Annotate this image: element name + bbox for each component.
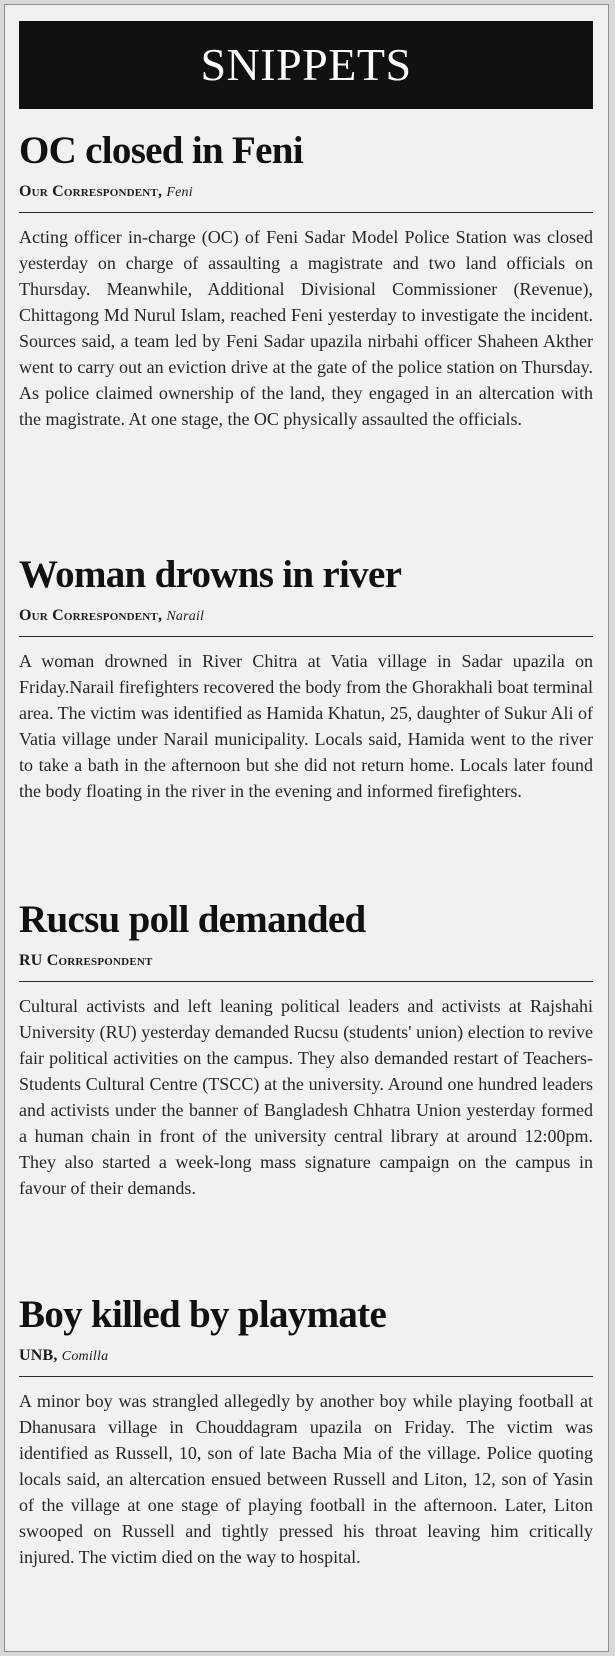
story-byline bbox=[19, 1347, 593, 1366]
byline-divider bbox=[19, 636, 593, 637]
byline-source: RU Correspondent bbox=[19, 952, 153, 969]
byline-source: Our Correspondent, bbox=[19, 183, 167, 200]
story-headline: Woman drowns in river bbox=[19, 553, 402, 596]
byline-divider bbox=[19, 1376, 593, 1377]
story-headline: Rucsu poll demanded bbox=[19, 898, 366, 941]
byline-place: Comilla bbox=[61, 1349, 109, 1364]
story-byline bbox=[19, 183, 593, 202]
byline-divider bbox=[19, 981, 593, 982]
story-body: Acting officer in-charge (OC) of Feni Sadar Model Police Station was closed yesterday on charge of assaulting a magistrate and two land officials on Thursday. Meanwhile, Additional Divisional Commissioner (Revenue), Chittagong Md Nurul Islam, reached Feni yesterday to investigate the incident. Sources said, a team led by Feni Sadar upazila nirbahi officer Shaheen Akther went to carry out an eviction drive at the gate of the police station on Thursday. As police claimed ownership of the land, they engaged in an altercation with the magistrate. At one stage, the OC physically assaulted the officials. bbox=[19, 227, 593, 429]
section-masthead: SNIPPETS bbox=[19, 21, 593, 109]
story-headline: Boy killed by playmate bbox=[19, 1293, 387, 1336]
byline-divider bbox=[19, 212, 593, 213]
story-boy-killed bbox=[19, 1293, 593, 1570]
story-headline: OC closed in Feni bbox=[19, 129, 303, 172]
story-woman-drowns bbox=[19, 553, 593, 804]
story-byline bbox=[19, 952, 593, 971]
newspaper-page bbox=[4, 4, 609, 1652]
story-byline bbox=[19, 607, 593, 626]
story-rucsu-poll bbox=[19, 898, 593, 1201]
byline-place: Narail bbox=[166, 609, 205, 624]
story-body: Cultural activists and left leaning political leaders and activists at Rajshahi University (RU) yesterday demanded Rucsu (students' union) election to revive fair political activities on the campus. They also demanded restart of Teachers-Students Cultural Centre (TSCC) at the university. Around one hundred leaders and activists under the banner of Bangladesh Chhatra Union yesterday formed a human chain in front of the university central library at around 12:00pm. They also started a week-long mass signature campaign on the campus in favour of their demands. bbox=[19, 996, 593, 1198]
byline-source: Our Correspondent, bbox=[19, 607, 167, 624]
story-body: A minor boy was strangled allegedly by another boy while playing football at Dhanusara village in Chouddagram upazila on Friday. The victim was identified as Russell, 10, son of late Bacha Mia of the village. Police quoting locals said, an altercation ensued between Russell and Liton, 12, son of Yasin of the village at one stage of playing football in the afternoon. Later, Liton swooped on Russell and tightly pressed his throat leaving him critically injured. The victim died on the way to hospital. bbox=[19, 1391, 593, 1567]
story-oc-closed bbox=[19, 129, 593, 432]
byline-place: Feni bbox=[166, 185, 193, 200]
story-body: A woman drowned in River Chitra at Vatia village in Sadar upazila on Friday.Narail firefighters recovered the body from the Ghorakhali boat terminal area. The victim was identified as Hamida Khatun, 25, daughter of Sukur Ali of Vatia village under Narail municipality. Locals said, Hamida went to the river to take a bath in the afternoon but she did not return home. Locals later found the body floating in the river in the evening and informed firefighters. bbox=[19, 651, 593, 801]
byline-source: UNB, bbox=[19, 1347, 62, 1364]
